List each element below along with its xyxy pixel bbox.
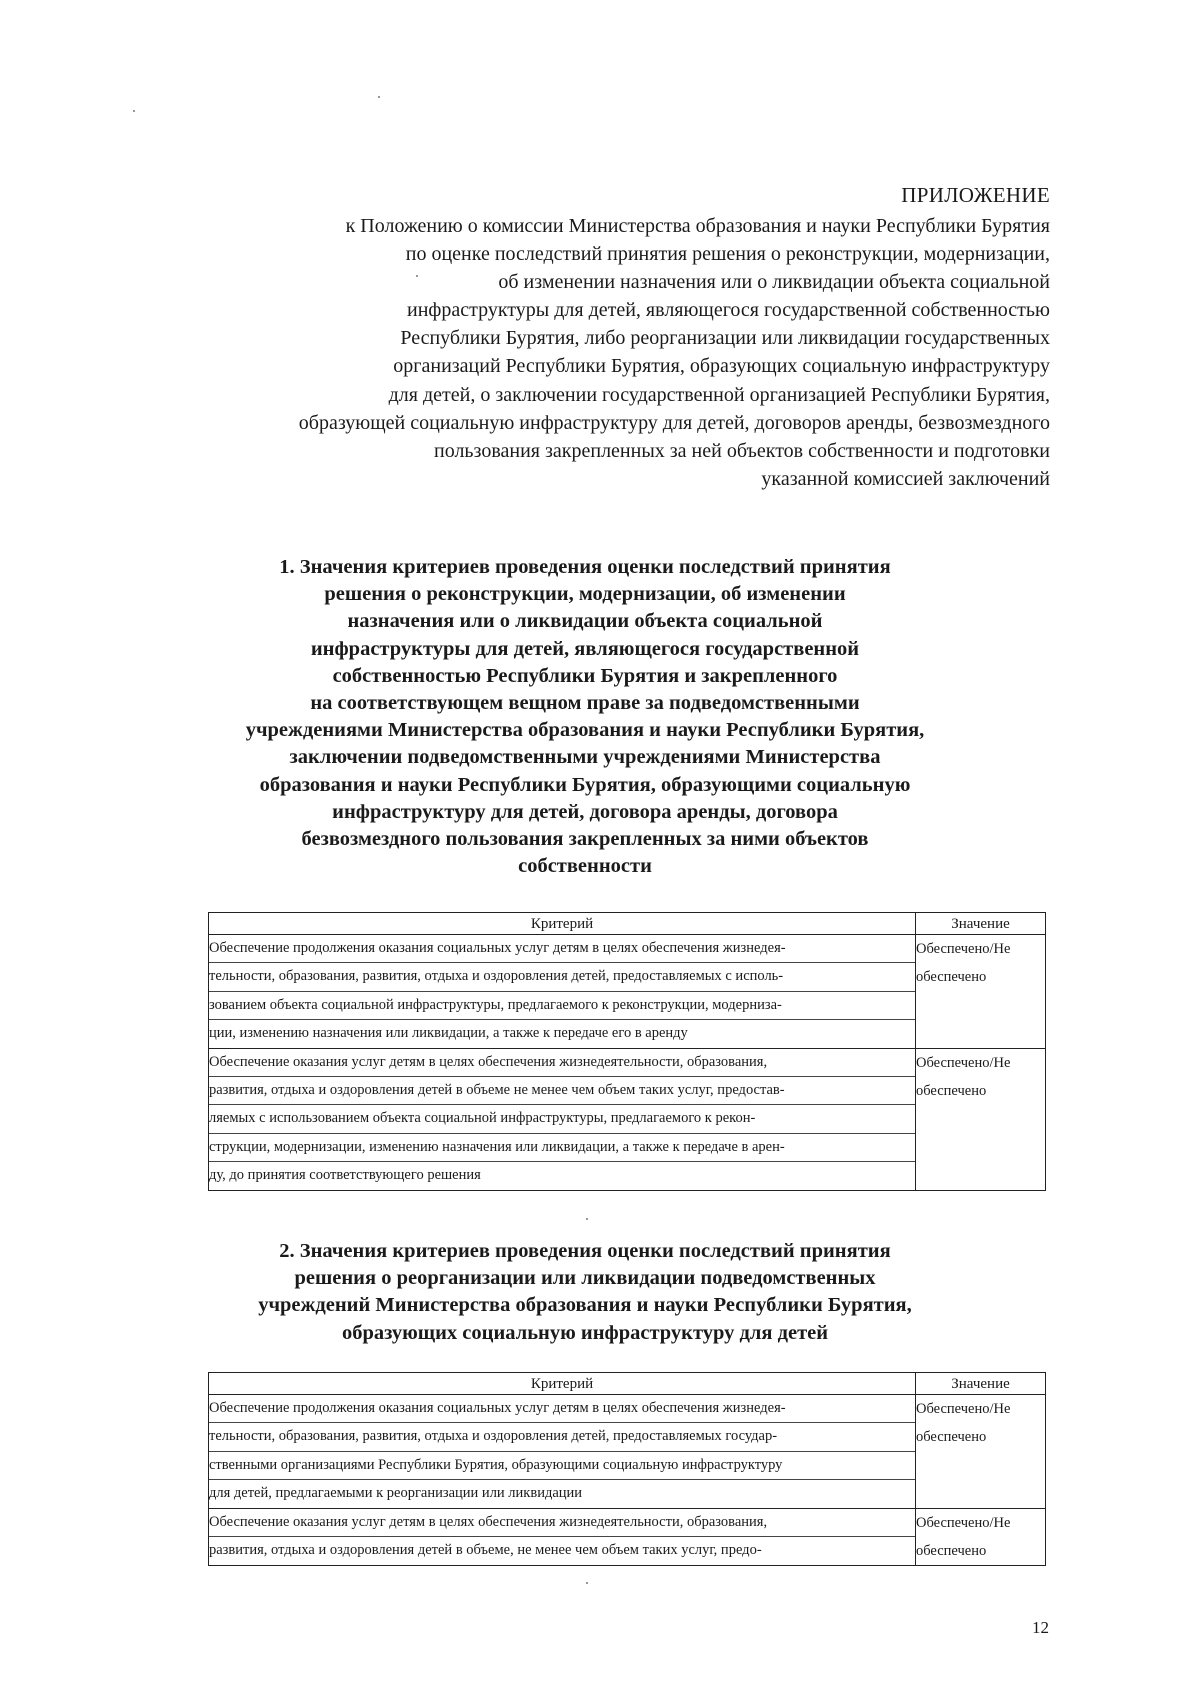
appendix-line: инфраструктуры для детей, являющегося государственной собственностью <box>407 299 1050 322</box>
criterion-column-header: Критерий <box>209 913 916 935</box>
criterion-line: струкции, модернизации, изменению назначения или ликвидации, а также к передаче в арен- <box>209 1134 915 1162</box>
value-line: обеспечено <box>916 969 987 986</box>
criterion-line: Обеспечение продолжения оказания социальных услуг детям в целях обеспечения жизнедея- <box>209 935 915 963</box>
criterion-line: развития, отдыха и оздоровления детей в объеме не менее чем объем таких услуг, предостав- <box>209 1077 915 1105</box>
appendix-line: для детей, о заключении государственной организацией Республики Бурятия, <box>388 383 1050 406</box>
table-row <box>209 1508 1046 1566</box>
criterion-line: для детей, предлагаемыми к реорганизации или ликвидации <box>209 1485 583 1502</box>
value-cell <box>916 1048 1046 1190</box>
scan-speck <box>416 275 418 277</box>
appendix-line: образующей социальную инфраструктуру для детей, договоров аренды, безвозмездного <box>298 411 1050 434</box>
criterion-line: тельности, образования, развития, отдыха и оздоровления детей, предоставляемых государ- <box>209 1423 915 1451</box>
appendix-line: Республики Бурятия, либо реорганизации или ликвидации государственных <box>400 327 1050 350</box>
criterion-line: Обеспечение оказания услуг детям в целях обеспечения жизнедеятельности, образования, <box>209 1049 915 1077</box>
heading-line: 1. Значения критериев проведения оценки последствий принятия <box>279 556 891 578</box>
appendix-line: указанной комиссией заключений <box>761 467 1050 490</box>
section-1-heading <box>150 554 1020 880</box>
heading-line: на соответствующем вещном праве за подведомственными <box>310 692 860 715</box>
table-header-row <box>209 1373 1046 1395</box>
value-line: Обеспечено/Не <box>916 941 1011 957</box>
criterion-line: ственными организациями Республики Бурятия, образующими социальную инфраструктуру <box>209 1452 915 1480</box>
value-column-header: Значение <box>916 1373 1046 1395</box>
heading-line: решения о реорганизации или ликвидации подведомственных <box>294 1267 876 1290</box>
heading-line: инфраструктуры для детей, являющегося государственной <box>310 637 860 660</box>
appendix-line: к Положению о комиссии Министерства образования и науки Республики Бурятия <box>345 215 1050 237</box>
heading-line: учреждениями Министерства образования и науки Республики Бурятия, <box>245 719 925 742</box>
criterion-line: развития, отдыха и оздоровления детей в объеме, не менее чем объем таких услуг, предо- <box>209 1542 762 1559</box>
table-header-row <box>209 913 1046 935</box>
criterion-column-header: Критерий <box>209 1373 916 1395</box>
heading-line: назначения или о ликвидации объекта социальной <box>347 610 823 633</box>
appendix-line: пользования закрепленных за ней объектов собственности и подготовки <box>434 439 1050 462</box>
scan-speck <box>133 110 135 112</box>
criterion-cell <box>209 935 916 1049</box>
criterion-line: ляемых с использованием объекта социальной инфраструктуры, предлагаемого к рекон- <box>209 1105 915 1133</box>
heading-line: 2. Значения критериев проведения оценки последствий принятия <box>279 1240 891 1262</box>
criterion-cell <box>209 1048 916 1190</box>
scan-speck <box>586 1582 588 1584</box>
heading-line: безвозмездного пользования закрепленных за ними объектов <box>301 828 869 851</box>
value-line: Обеспечено/Не <box>916 1514 1011 1531</box>
value-line: Обеспечено/Не <box>916 1054 1011 1071</box>
criterion-line: ции, изменению назначения или ликвидации, а также к передаче его в аренду <box>209 1025 688 1042</box>
table-row <box>209 935 1046 1049</box>
appendix-line: организаций Республики Бурятия, образующих социальную инфраструктуру <box>393 355 1050 378</box>
value-line: обеспечено <box>916 1543 987 1560</box>
section-2-heading <box>150 1238 1020 1347</box>
value-line: обеспечено <box>916 1083 987 1100</box>
heading-line: решения о реконструкции, модернизации, об изменении <box>324 583 846 606</box>
criterion-line: тельности, образования, развития, отдыха и оздоровления детей, предоставляемых с исполь- <box>209 963 915 991</box>
scan-speck <box>586 1218 588 1220</box>
scan-speck <box>378 96 380 98</box>
table-row <box>209 1395 1046 1509</box>
appendix-line: об изменении назначения или о ликвидации объекта социальной <box>498 271 1050 294</box>
appendix-line: по оценке последствий принятия решения о реконструкции, модернизации, <box>405 243 1050 266</box>
criterion-line: ду, до принятия соответствующего решения <box>209 1167 481 1184</box>
value-column-header: Значение <box>916 913 1046 935</box>
heading-line: собственности <box>518 855 652 878</box>
criteria-table-1 <box>208 912 1046 1191</box>
page-number: 12 <box>1032 1618 1049 1637</box>
heading-line: образующих социальную инфраструктуру для детей <box>341 1321 829 1344</box>
appendix-reference <box>180 212 1050 493</box>
criterion-line: Обеспечение продолжения оказания социальных услуг детям в целях обеспечения жизнедея- <box>209 1395 915 1423</box>
heading-line: собственностью Республики Бурятия и закрепленного <box>332 664 838 687</box>
value-line: обеспечено <box>916 1429 987 1446</box>
table-row <box>209 1048 1046 1190</box>
heading-line: образования и науки Республики Бурятия, образующими социальную <box>259 773 911 796</box>
appendix-label: ПРИЛОЖЕНИЕ <box>901 183 1050 207</box>
heading-line: учреждений Министерства образования и науки Республики Бурятия, <box>258 1294 912 1317</box>
value-cell <box>916 1508 1046 1566</box>
criterion-line: Обеспечение оказания услуг детям в целях обеспечения жизнедеятельности, образования, <box>209 1509 915 1537</box>
value-cell <box>916 1395 1046 1509</box>
value-cell <box>916 935 1046 1049</box>
heading-line: инфраструктуру для детей, договора аренды, договора <box>332 800 838 823</box>
criterion-cell <box>209 1395 916 1509</box>
heading-line: заключении подведомственными учреждениями Министерства <box>289 746 881 769</box>
value-line: Обеспечено/Не <box>916 1401 1011 1417</box>
criterion-line: зованием объекта социальной инфраструктуры, предлагаемого к реконструкции, модерниза- <box>209 992 915 1020</box>
criteria-table-2 <box>208 1372 1046 1566</box>
criterion-cell <box>209 1508 916 1566</box>
